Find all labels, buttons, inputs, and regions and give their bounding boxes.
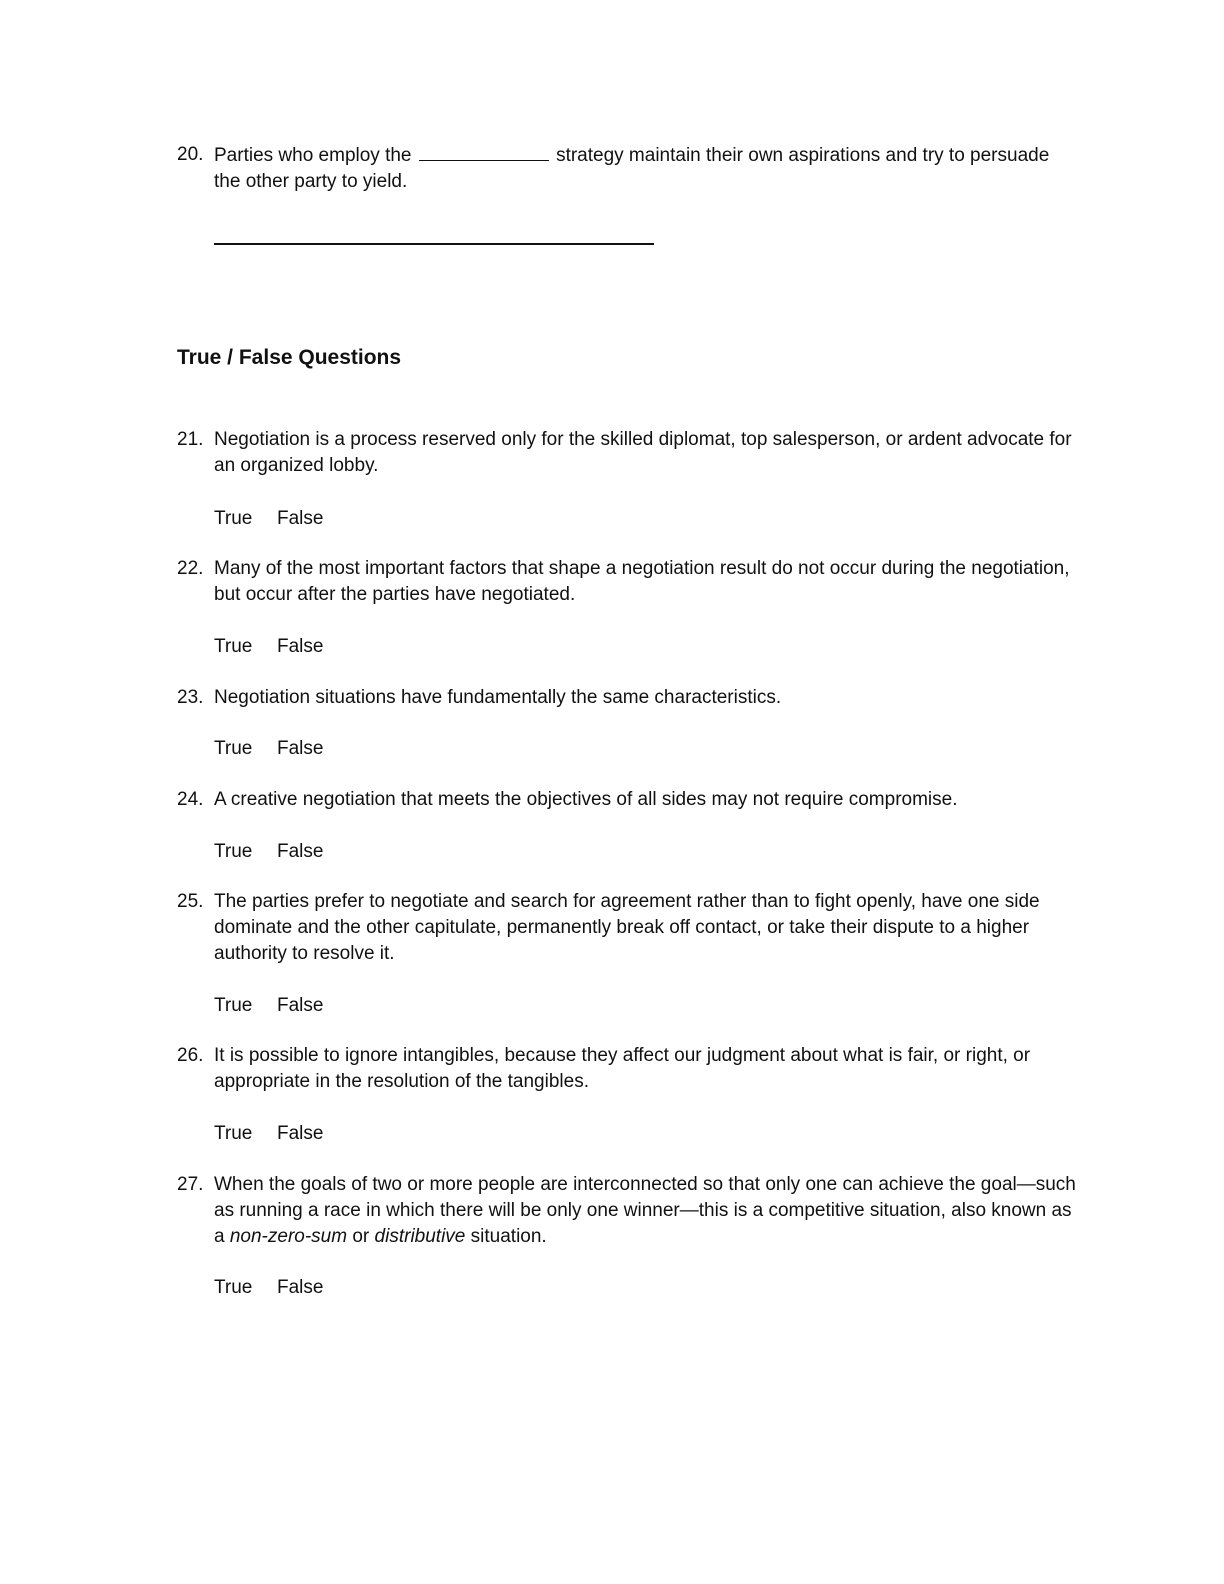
question-25 bbox=[177, 889, 1077, 967]
question-24 bbox=[177, 787, 1077, 813]
true-option[interactable]: True bbox=[214, 1277, 253, 1298]
false-option[interactable]: False bbox=[277, 508, 324, 529]
true-option[interactable]: True bbox=[214, 1123, 253, 1144]
question-number: 21. bbox=[177, 429, 204, 450]
true-option[interactable]: True bbox=[214, 738, 253, 759]
true-option[interactable]: True bbox=[214, 841, 253, 862]
false-option[interactable]: False bbox=[277, 841, 324, 862]
true-false-choices bbox=[214, 634, 323, 660]
question-23 bbox=[177, 685, 1077, 711]
true-option[interactable]: True bbox=[214, 995, 253, 1016]
question-number: 23. bbox=[177, 687, 204, 708]
true-false-choices bbox=[214, 993, 323, 1019]
question-number: 20. bbox=[177, 144, 204, 165]
true-false-choices bbox=[214, 839, 323, 865]
question-text: The parties prefer to negotiate and search for agreement rather than to fight openly, have one side dominate and the other capitulate, permanently break off contact, or take their dispute to a higher authority to resolve it. bbox=[214, 891, 1040, 964]
question-21 bbox=[177, 427, 1077, 479]
question-text: A creative negotiation that meets the objectives of all sides may not require compromise. bbox=[214, 789, 958, 810]
inline-blank bbox=[419, 142, 549, 161]
question-text: Negotiation situations have fundamentally the same characteristics. bbox=[214, 687, 782, 708]
question-text: It is possible to ignore intangibles, because they affect our judgment about what is fair, or right, or appropriate in the resolution of the tangibles. bbox=[214, 1045, 1031, 1092]
question-text: Negotiation is a process reserved only for the skilled diplomat, top salesperson, or ardent advocate for an organized lobby. bbox=[214, 429, 1072, 476]
false-option[interactable]: False bbox=[277, 1277, 324, 1298]
true-false-choices bbox=[214, 1275, 323, 1301]
question-text: When the goals of two or more people are interconnected so that only one can achieve the goal—such as running a race in which there will be only one winner—this is a competitive situation, also known as a non-zero-sum or distributive situation. bbox=[214, 1174, 1076, 1247]
section-title: True / False Questions bbox=[177, 346, 402, 369]
question-26 bbox=[177, 1043, 1077, 1095]
true-false-choices bbox=[214, 1121, 323, 1147]
question-number: 22. bbox=[177, 558, 204, 579]
true-option[interactable]: True bbox=[214, 636, 253, 657]
true-false-choices bbox=[214, 506, 323, 532]
question-text: Many of the most important factors that shape a negotiation result do not occur during the negotiation, but occur after the parties have negotiated. bbox=[214, 558, 1070, 605]
question-text: Parties who employ the strategy maintain their own aspirations and try to persuade the other party to yield. bbox=[214, 142, 1077, 195]
question-number: 25. bbox=[177, 891, 204, 912]
emphasis-term: non-zero-sum bbox=[229, 1226, 348, 1247]
false-option[interactable]: False bbox=[277, 738, 324, 759]
question-27 bbox=[177, 1172, 1077, 1250]
question-number: 26. bbox=[177, 1045, 204, 1066]
true-false-choices bbox=[214, 736, 323, 762]
question-20 bbox=[177, 142, 1077, 195]
emphasis-term: distributive bbox=[374, 1226, 466, 1247]
question-22 bbox=[177, 556, 1077, 608]
question-number: 27. bbox=[177, 1174, 204, 1195]
answer-line[interactable] bbox=[214, 243, 654, 245]
false-option[interactable]: False bbox=[277, 636, 324, 657]
true-option[interactable]: True bbox=[214, 508, 253, 529]
false-option[interactable]: False bbox=[277, 1123, 324, 1144]
question-number: 24. bbox=[177, 789, 204, 810]
false-option[interactable]: False bbox=[277, 995, 324, 1016]
